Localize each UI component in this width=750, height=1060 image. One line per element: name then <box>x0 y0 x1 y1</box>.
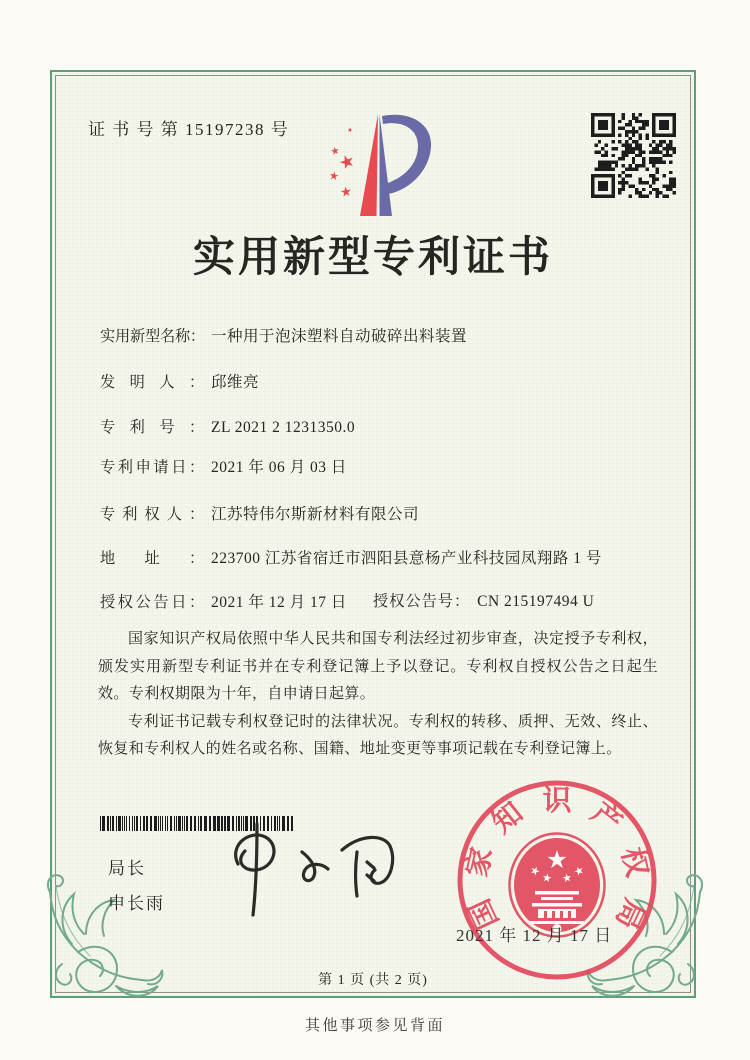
cnipa-logo-icon <box>318 108 438 223</box>
seal-char: 权 <box>615 844 653 880</box>
field-value: CN 215197494 U <box>477 593 595 610</box>
field-value: 2021 年 06 月 03 日 <box>211 459 347 476</box>
field-label: 专利申请日： <box>100 459 204 476</box>
page-number: 第 1 页 (共 2 页) <box>318 973 428 988</box>
certificate-title: 实用新型专利证书 <box>192 235 553 281</box>
field-row-patent-number <box>100 416 355 437</box>
field-row-patentee <box>100 502 419 524</box>
field-row-utility-model-name <box>100 324 467 346</box>
seal-char: 国 <box>463 893 506 934</box>
field-label: 专利号： <box>100 419 204 436</box>
field-value: 邱维亮 <box>211 374 260 391</box>
seal-char: 家 <box>461 844 499 880</box>
field-value: ZL 2021 2 1231350.0 <box>211 419 356 436</box>
field-value: 2021 年 12 月 17 日 <box>211 594 347 611</box>
field-label: 实用新型名称： <box>100 328 205 345</box>
field-label: 授权公告日： <box>100 594 204 611</box>
commissioner-name: 申长雨 <box>108 894 165 913</box>
field-row-grant-date <box>100 590 347 612</box>
official-seal <box>450 775 664 989</box>
seal-char: 局 <box>608 893 651 934</box>
legal-paragraph-1: 国家知识产权局依照中华人民共和国专利法经过初步审查，决定授予专利权，颁发实用新型专利证书并在专利登记簿上予以登记。专利权自授权公告之日起生效。专利权期限为十年，自申请日起算。 <box>98 631 658 702</box>
field-label: 发明人： <box>100 374 204 391</box>
field-row-address <box>100 546 602 568</box>
field-row-filing-date <box>100 455 347 477</box>
legal-paragraph-2: 专利证书记载专利权登记时的法律状况。专利权的转移、质押、无效、终止、恢复和专利权人的姓名或名称、国籍、地址变更等事项记载在专利登记簿上。 <box>98 713 658 757</box>
seal-char: 产 <box>584 796 628 840</box>
field-label: 专利权人： <box>100 506 204 523</box>
seal-date: 2021 年 12 月 17 日 <box>456 926 613 945</box>
certificate-number: 证 书 号 第 15197238 号 <box>88 120 290 139</box>
legal-text <box>98 626 658 764</box>
commissioner-title: 局长 <box>108 859 146 878</box>
field-row-grant-number <box>373 590 594 611</box>
field-value: 223700 江苏省宿迁市泗阳县意杨产业科技园凤翔路 1 号 <box>211 550 602 567</box>
field-label: 地址： <box>100 550 204 567</box>
field-value: 一种用于泡沫塑料自动破碎出料装置 <box>211 328 468 345</box>
qr-code <box>591 113 676 198</box>
seal-char: 知 <box>486 796 530 840</box>
seal-char: 识 <box>542 785 572 817</box>
field-value: 江苏特伟尔斯新材料有限公司 <box>211 506 420 523</box>
commissioner-signature <box>210 818 400 918</box>
back-side-note: 其他事项参见背面 <box>304 1018 445 1034</box>
field-label: 授权公告号： <box>373 593 471 610</box>
field-row-inventor <box>100 370 259 392</box>
